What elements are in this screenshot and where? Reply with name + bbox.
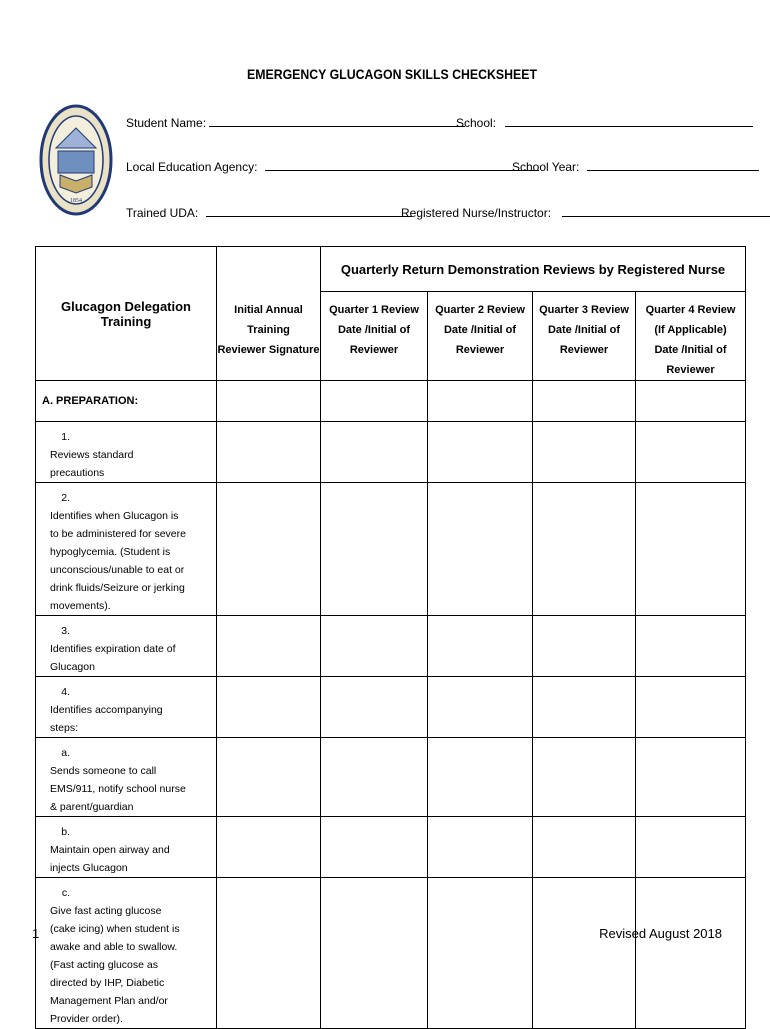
cell[interactable] <box>217 483 321 616</box>
table-row-item-1 <box>36 422 217 483</box>
trained-uda-line <box>126 206 412 220</box>
item-number: a. <box>61 747 70 759</box>
lea-label: Local Education Agency: <box>126 160 258 174</box>
initial-header-line1: Initial Annual Training <box>234 304 303 336</box>
cell[interactable] <box>428 483 533 616</box>
q3-header <box>533 292 636 381</box>
cell[interactable] <box>428 738 533 817</box>
revision-date: Revised August 2018 <box>599 926 722 941</box>
cell[interactable] <box>217 381 321 422</box>
initial-header-line2: Reviewer Signature <box>217 344 320 356</box>
table-row-item-b <box>36 817 217 878</box>
item-text: Maintain open airway and injects Glucagon <box>50 844 170 874</box>
cell[interactable] <box>533 616 636 677</box>
item-number: c. <box>61 887 70 899</box>
trained-uda-label: Trained UDA: <box>126 206 199 220</box>
cell[interactable] <box>636 817 746 878</box>
q3-header-line2: Date /Initial of <box>547 324 621 336</box>
cell[interactable] <box>636 381 746 422</box>
cell[interactable] <box>636 483 746 616</box>
cell[interactable] <box>428 422 533 483</box>
cell[interactable] <box>533 422 636 483</box>
lea-field[interactable] <box>265 160 539 171</box>
cell[interactable] <box>321 817 428 878</box>
training-column-header: Glucagon Delegation Training <box>36 247 217 381</box>
svg-text:1854: 1854 <box>70 198 82 204</box>
item-number: b. <box>61 826 70 838</box>
cell[interactable] <box>428 878 533 1029</box>
table-row-item-4 <box>36 677 217 738</box>
q3-header-line1: Quarter 3 Review <box>539 304 629 316</box>
item-text: Reviews standard precautions <box>50 449 134 479</box>
state-seal-logo <box>38 103 114 218</box>
q4-header-line2: (If Applicable) <box>654 324 727 336</box>
cell[interactable] <box>217 677 321 738</box>
skills-table <box>35 246 746 1029</box>
cell[interactable] <box>321 381 428 422</box>
cell[interactable] <box>636 422 746 483</box>
student-name-line <box>126 116 465 130</box>
item-text: Sends someone to call EMS/911, notify school nurse & parent/guardian <box>50 765 186 813</box>
cell[interactable] <box>217 738 321 817</box>
initial-header-top <box>217 247 321 381</box>
school-year-label: School Year: <box>512 160 580 174</box>
item-text: Identifies when Glucagon is to be administered for severe hypoglycemia. (Student is unconscious/unable to eat or drink fluids/Seizure or jerking movements). <box>50 510 186 612</box>
table-row-item-3 <box>36 616 217 677</box>
cell[interactable] <box>321 677 428 738</box>
q4-header-line1: Quarter 4 Review <box>645 304 736 316</box>
cell[interactable] <box>533 738 636 817</box>
trained-uda-field[interactable] <box>206 206 412 217</box>
q1-header-line1: Quarter 1 Review <box>329 304 419 316</box>
q4-header-line3: Date /Initial of Reviewer <box>654 344 727 376</box>
nurse-line <box>401 206 770 220</box>
nurse-label: Registered Nurse/Instructor: <box>401 206 552 220</box>
table-row-item-a <box>36 738 217 817</box>
q3-header-line3: Reviewer <box>559 344 609 356</box>
cell[interactable] <box>533 878 636 1029</box>
item-number: 4. <box>61 686 70 698</box>
cell[interactable] <box>636 677 746 738</box>
item-number: 3. <box>61 625 70 637</box>
section-a-label: A. PREPARATION: <box>36 381 217 422</box>
school-line <box>456 116 753 130</box>
lea-line <box>126 160 539 174</box>
nurse-field[interactable] <box>562 206 770 217</box>
cell[interactable] <box>217 616 321 677</box>
quarterly-header: Quarterly Return Demonstration Reviews by Registered Nurse <box>321 247 746 292</box>
cell[interactable] <box>217 878 321 1029</box>
cell[interactable] <box>321 878 428 1029</box>
school-year-line <box>512 160 759 174</box>
table-row-item-2 <box>36 483 217 616</box>
cell[interactable] <box>217 422 321 483</box>
cell[interactable] <box>321 483 428 616</box>
student-name-field[interactable] <box>209 116 465 127</box>
cell[interactable] <box>533 677 636 738</box>
cell[interactable] <box>321 616 428 677</box>
table-row-item-c <box>36 878 217 1029</box>
item-text: Identifies accompanying steps: <box>50 704 163 734</box>
school-field[interactable] <box>505 116 753 127</box>
cell[interactable] <box>321 422 428 483</box>
cell[interactable] <box>636 878 746 1029</box>
cell[interactable] <box>533 483 636 616</box>
q2-header-line1: Quarter 2 Review <box>435 304 525 316</box>
school-label: School: <box>456 116 497 130</box>
cell[interactable] <box>636 616 746 677</box>
q2-header <box>428 292 533 381</box>
item-number: 2. <box>61 492 70 504</box>
cell[interactable] <box>533 381 636 422</box>
school-year-field[interactable] <box>587 160 759 171</box>
q4-header <box>636 292 746 381</box>
student-name-label: Student Name: <box>126 116 207 130</box>
cell[interactable] <box>217 817 321 878</box>
item-text: Give fast acting glucose (cake icing) when student is awake and able to swallow. (Fast acting glucose as directed by IHP, Diabetic Management Plan and/or Provider order). <box>50 905 180 1025</box>
cell[interactable] <box>636 738 746 817</box>
cell[interactable] <box>533 817 636 878</box>
cell[interactable] <box>428 381 533 422</box>
cell[interactable] <box>428 817 533 878</box>
cell[interactable] <box>321 738 428 817</box>
cell[interactable] <box>428 677 533 738</box>
page-number: 1 <box>32 926 40 941</box>
q2-header-line2: Date /Initial of <box>443 324 517 336</box>
q1-header-line3: Reviewer <box>349 344 399 356</box>
page-title: EMERGENCY GLUCAGON SKILLS CHECKSHEET <box>246 66 537 82</box>
q1-header-line2: Date /Initial of <box>337 324 411 336</box>
cell[interactable] <box>428 616 533 677</box>
q1-header <box>321 292 428 381</box>
item-number: 1. <box>61 431 70 443</box>
q2-header-line3: Reviewer <box>455 344 505 356</box>
item-text: Identifies expiration date of Glucagon <box>50 643 176 673</box>
